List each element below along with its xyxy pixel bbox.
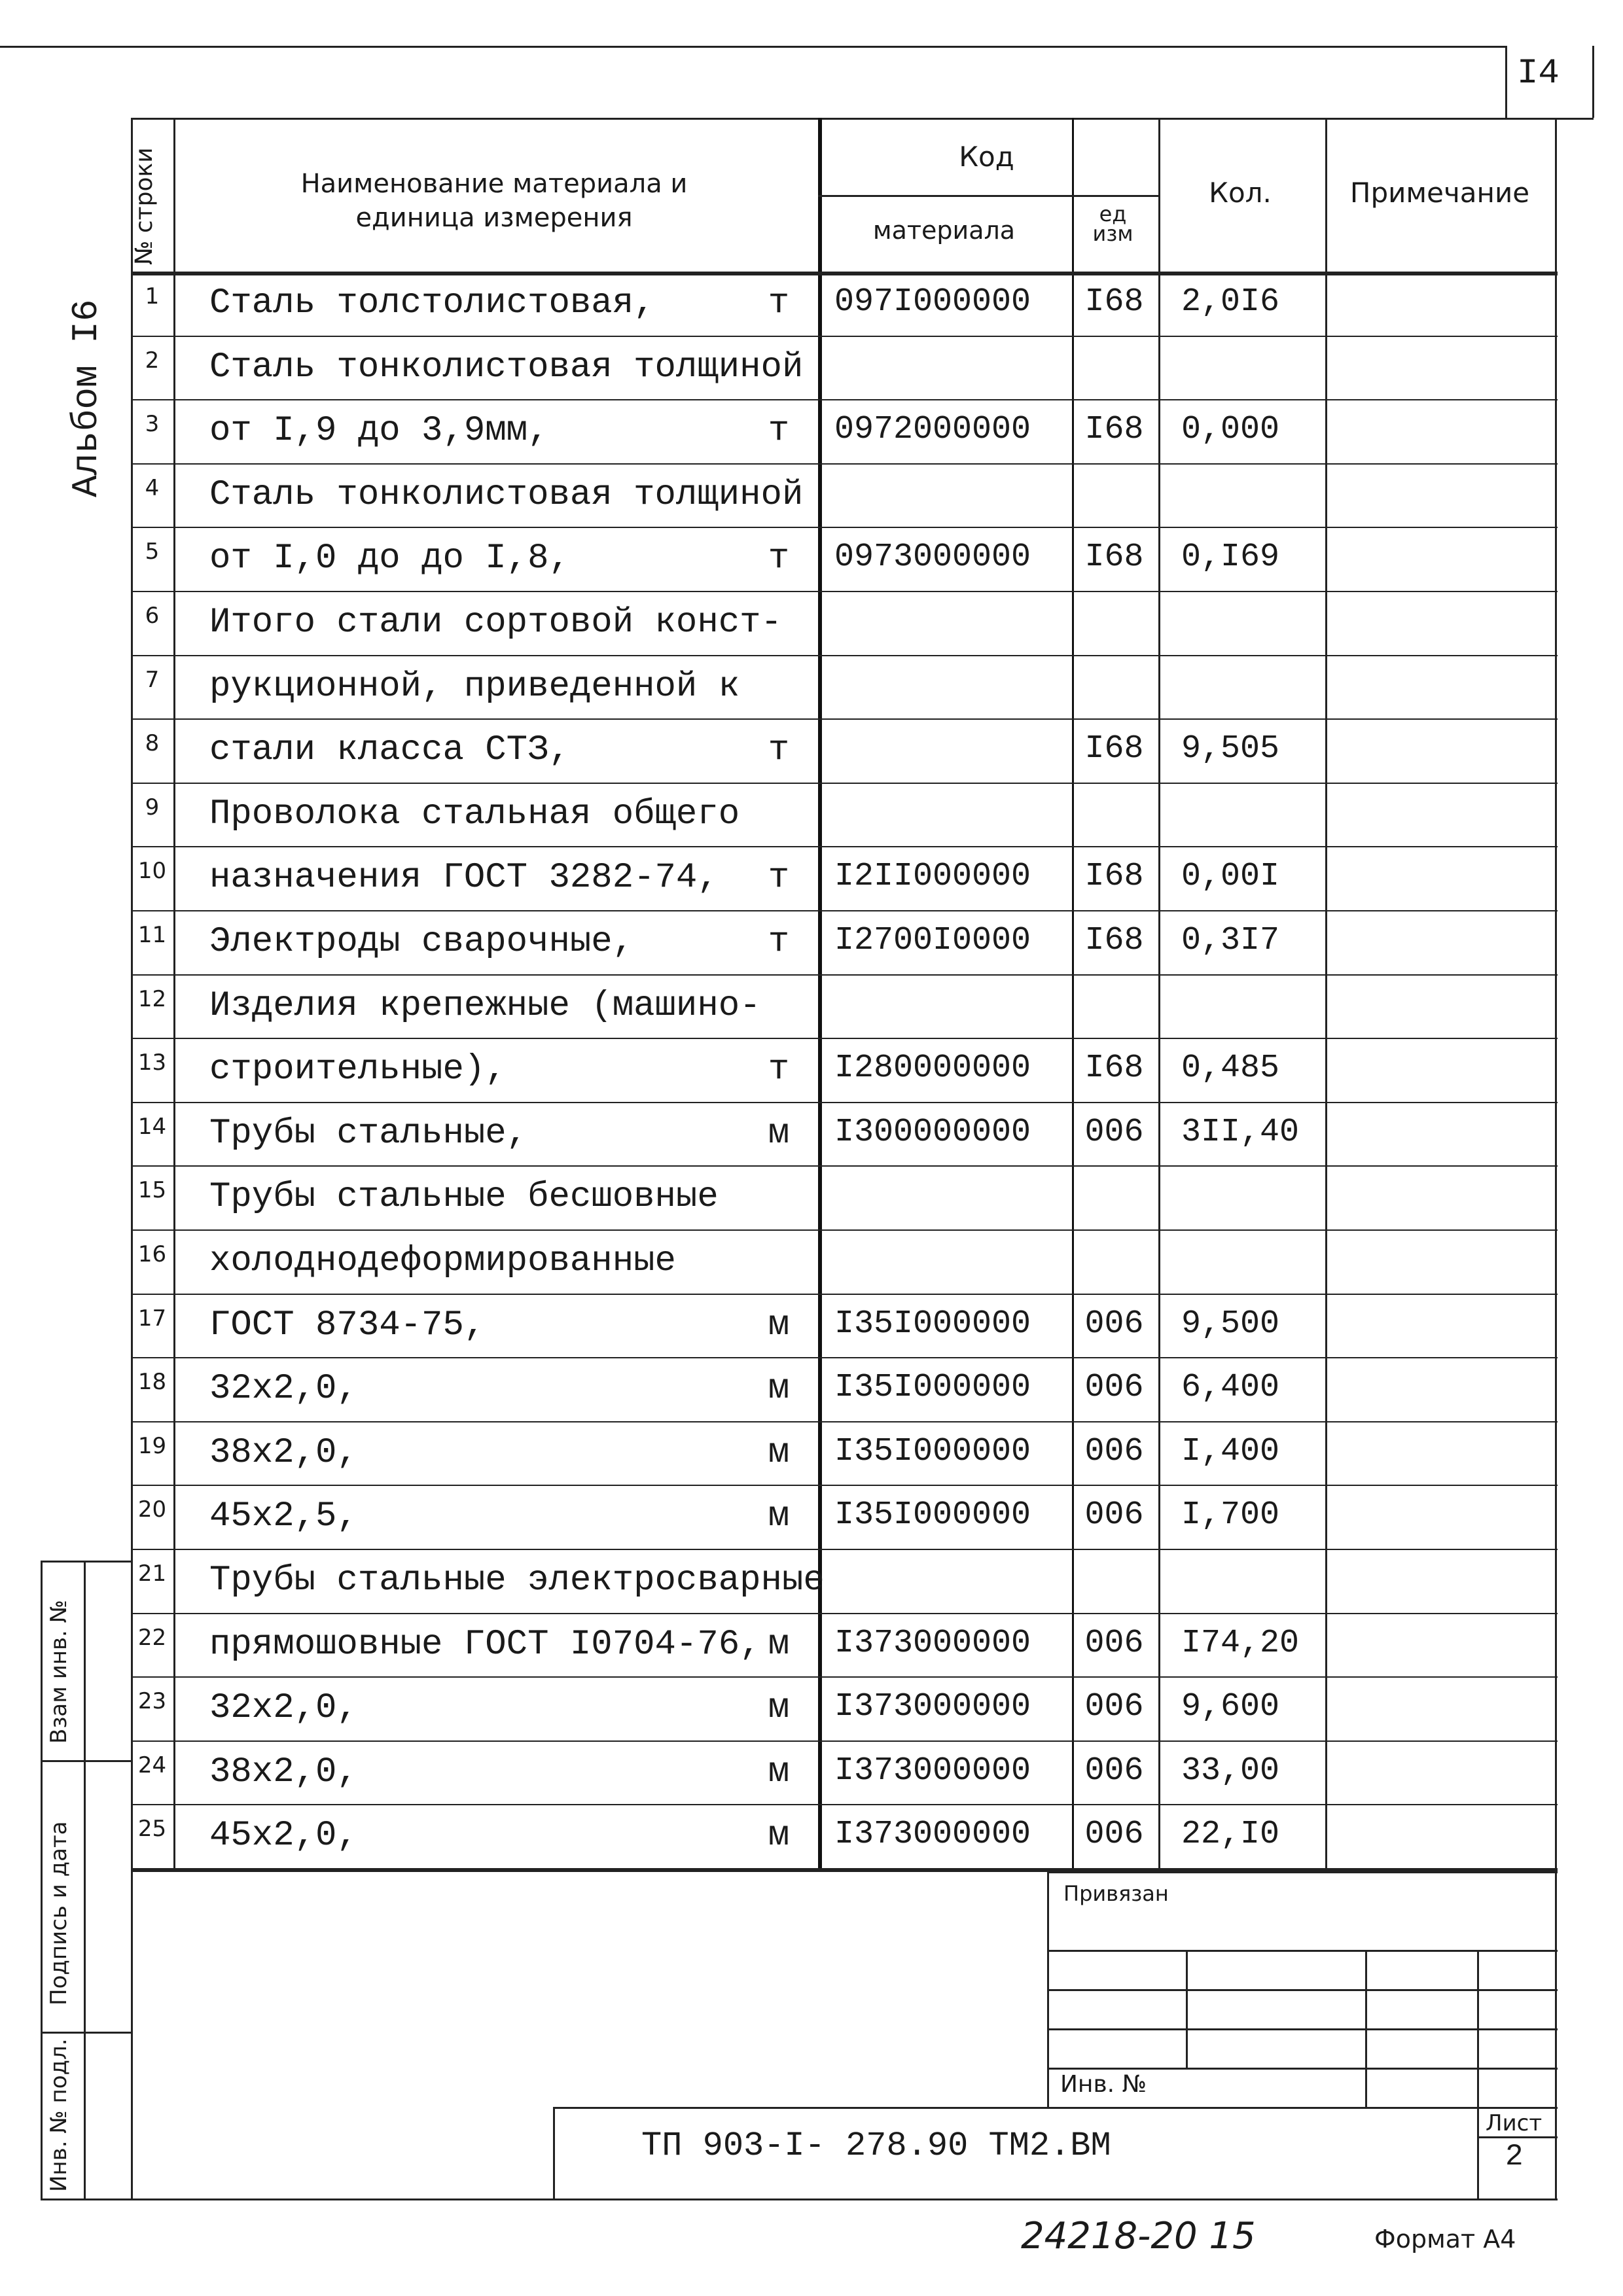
quantity: 3II,40	[1181, 1113, 1300, 1151]
unit-code: I68	[1084, 283, 1144, 321]
unit-code: 006	[1084, 1113, 1144, 1151]
material-name: Трубы стальные,	[209, 1113, 528, 1154]
unit-code: I68	[1084, 922, 1144, 959]
unit-code: 006	[1084, 1305, 1144, 1343]
material-unit: м	[768, 1624, 790, 1665]
stamp-podpis: Подпись и дата	[46, 1821, 72, 2005]
format-label: Формат А4	[1374, 2225, 1516, 2253]
unit-code: I68	[1084, 411, 1144, 449]
quantity: 33,00	[1181, 1752, 1280, 1790]
quantity: 22,I0	[1181, 1816, 1280, 1854]
unit-code: I68	[1084, 1050, 1144, 1087]
header-code-material: материала	[872, 216, 1016, 245]
material-code: I2II000000	[834, 858, 1031, 896]
sheet-corner-number: I4	[1517, 54, 1560, 94]
quantity: 0,485	[1181, 1050, 1280, 1087]
material-name: 38х2,0,	[209, 1752, 358, 1792]
material-name: Изделия крепежные (машино-	[209, 985, 761, 1026]
material-code: 0972000000	[834, 411, 1031, 449]
album-label: Альбом I6	[65, 299, 107, 497]
row-number: 7	[145, 666, 160, 693]
material-code: I35I000000	[834, 1369, 1031, 1407]
row-number: 4	[145, 474, 160, 501]
row-number: 5	[145, 539, 160, 565]
quantity: 0,I69	[1181, 539, 1280, 576]
material-name: Сталь тонколистовая толщиной	[209, 474, 804, 515]
material-unit: т	[768, 539, 790, 579]
material-name: холоднодеформированные	[209, 1241, 676, 1281]
material-code: I280000000	[834, 1050, 1031, 1087]
material-unit: м	[768, 1752, 790, 1792]
row-number: 17	[137, 1305, 167, 1332]
unit-code: 006	[1084, 1496, 1144, 1534]
stamp-inv-podl: Инв. № подл.	[46, 2038, 72, 2192]
row-number: 1	[145, 283, 160, 309]
material-unit: м	[768, 1305, 790, 1345]
quantity: 2,0I6	[1181, 283, 1280, 321]
unit-code: 006	[1084, 1816, 1144, 1854]
material-name: 45х2,5,	[209, 1496, 358, 1537]
row-number: 15	[137, 1177, 167, 1204]
unit-code: I68	[1084, 539, 1144, 576]
header-code-unit: ед изм	[1092, 202, 1133, 246]
material-code: I35I000000	[834, 1496, 1031, 1534]
sheet-label: Лист	[1486, 2110, 1543, 2136]
material-name: Трубы стальные электросварные	[209, 1561, 825, 1600]
material-code: 097I000000	[834, 283, 1031, 321]
material-name: Сталь толстолистовая,	[209, 283, 655, 323]
row-number: 16	[137, 1241, 167, 1267]
row-number: 18	[137, 1369, 167, 1396]
material-code: I300000000	[834, 1113, 1031, 1151]
material-name: 32х2,0,	[209, 1369, 358, 1409]
material-unit: м	[768, 1496, 790, 1537]
row-number: 20	[137, 1496, 167, 1523]
quantity: I,400	[1181, 1432, 1280, 1470]
inv-no-label: Инв. №	[1060, 2071, 1147, 2098]
row-number: 14	[137, 1113, 167, 1140]
handwritten-number: 24218-20 15	[1021, 2215, 1256, 2257]
unit-code: 006	[1084, 1432, 1144, 1470]
row-number: 22	[137, 1624, 167, 1651]
quantity: 9,600	[1181, 1688, 1280, 1726]
row-number: 13	[137, 1050, 167, 1076]
material-name: 38х2,0,	[209, 1432, 358, 1473]
material-name: Сталь тонколистовая толщиной	[209, 347, 804, 387]
unit-code: I68	[1084, 858, 1144, 896]
unit-code: 006	[1084, 1752, 1144, 1790]
row-number: 6	[145, 603, 160, 629]
unit-code: 006	[1084, 1369, 1144, 1407]
material-unit: т	[768, 283, 790, 323]
quantity: 9,500	[1181, 1305, 1280, 1343]
stamp-vzam: Взам инв. №	[46, 1599, 72, 1744]
unit-code: 006	[1084, 1624, 1144, 1662]
header-note: Примечание	[1349, 177, 1530, 209]
material-name: от I,0 до до I,8,	[209, 539, 570, 579]
quantity: I74,20	[1181, 1624, 1300, 1662]
header-code: Код	[959, 141, 1014, 173]
material-unit: т	[768, 922, 790, 962]
row-number: 23	[137, 1688, 167, 1715]
material-code: I373000000	[834, 1752, 1031, 1790]
material-name: 45х2,0,	[209, 1816, 358, 1856]
material-name: стали класса СТЗ,	[209, 730, 570, 771]
material-code: 0973000000	[834, 539, 1031, 576]
document-code: ТП 903-I- 278.90 ТМ2.ВМ	[641, 2127, 1111, 2165]
row-number: 12	[137, 985, 167, 1012]
material-name: 32х2,0,	[209, 1688, 358, 1729]
quantity: 0,000	[1181, 411, 1280, 449]
row-number: 25	[137, 1816, 167, 1843]
row-number: 9	[145, 794, 160, 821]
material-unit: т	[768, 858, 790, 898]
material-name: Электроды сварочные,	[209, 922, 634, 962]
row-number: 2	[145, 347, 160, 374]
header-row-no: № строки	[131, 147, 158, 265]
row-number: 11	[137, 922, 167, 948]
material-name: Проволока стальная общего	[209, 794, 740, 834]
privyazan-label: Привязан	[1063, 1881, 1169, 1906]
material-name: рукционной, приведенной к	[209, 666, 740, 707]
material-name: назначения ГОСТ 3282-74,	[209, 858, 719, 898]
quantity: 0,00I	[1181, 858, 1280, 896]
material-unit: т	[768, 1050, 790, 1090]
material-unit: м	[768, 1369, 790, 1409]
material-unit: м	[768, 1688, 790, 1729]
sheet-number: 2	[1505, 2140, 1524, 2174]
material-code: I2700I0000	[834, 922, 1031, 959]
unit-code: 006	[1084, 1688, 1144, 1726]
material-unit: т	[768, 730, 790, 771]
material-name: от I,9 до 3,9мм,	[209, 411, 549, 451]
material-unit: м	[768, 1113, 790, 1154]
material-unit: м	[768, 1432, 790, 1473]
material-name: ГОСТ 8734-75,	[209, 1305, 486, 1345]
header-qty: Кол.	[1209, 177, 1272, 209]
material-name: Итого стали сортовой конст-	[209, 603, 782, 643]
material-code: I35I000000	[834, 1305, 1031, 1343]
material-unit: м	[768, 1816, 790, 1856]
row-number: 3	[145, 411, 160, 438]
row-number: 10	[137, 858, 167, 885]
row-number: 24	[137, 1752, 167, 1778]
material-code: I373000000	[834, 1688, 1031, 1726]
material-name: строительные),	[209, 1050, 507, 1090]
material-code: I373000000	[834, 1624, 1031, 1662]
quantity: I,700	[1181, 1496, 1280, 1534]
material-name: прямошовные ГОСТ I0704-76,	[209, 1624, 761, 1665]
quantity: 9,505	[1181, 730, 1280, 768]
header-name: Наименование материала и единица измерения	[300, 169, 688, 233]
quantity: 0,3I7	[1181, 922, 1280, 959]
unit-code: I68	[1084, 730, 1144, 768]
material-unit: т	[768, 411, 790, 451]
quantity: 6,400	[1181, 1369, 1280, 1407]
material-name: Трубы стальные бесшовные	[209, 1177, 719, 1218]
material-code: I35I000000	[834, 1432, 1031, 1470]
material-code: I373000000	[834, 1816, 1031, 1854]
row-number: 19	[137, 1432, 167, 1459]
row-number: 8	[145, 730, 160, 757]
row-number: 21	[137, 1561, 167, 1587]
